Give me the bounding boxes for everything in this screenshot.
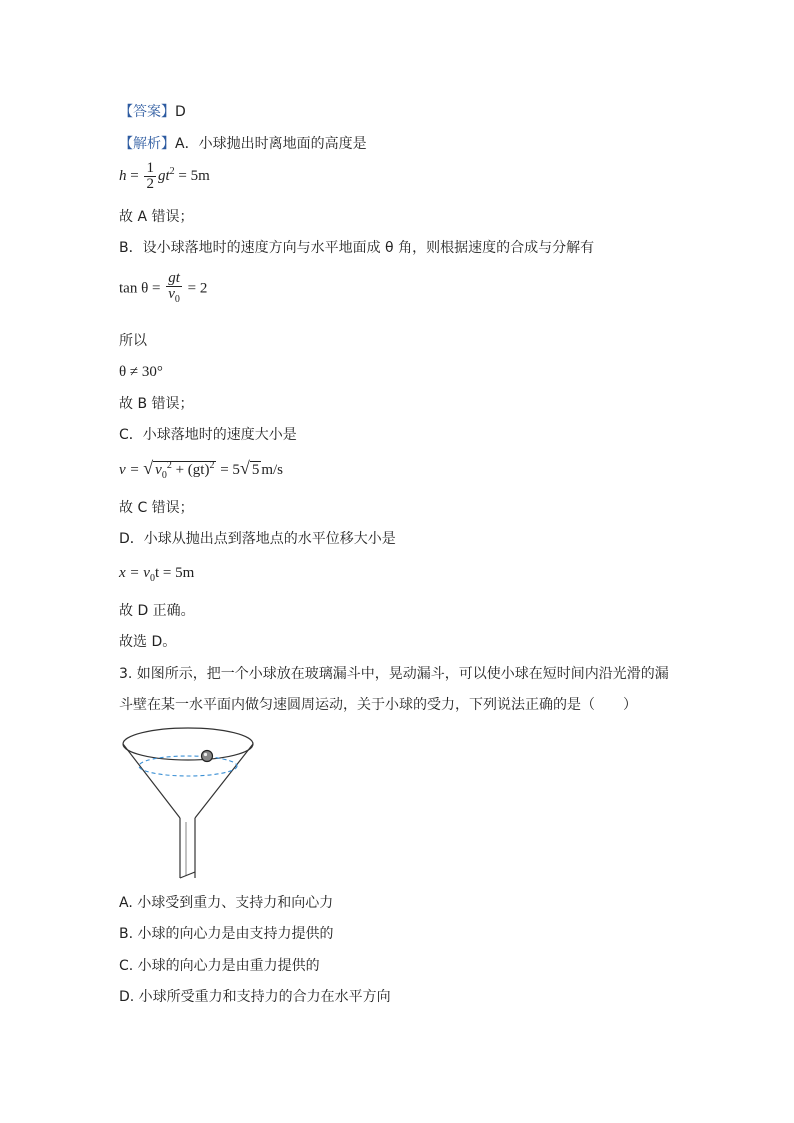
question-line-1: 3. 如图所示，把一个小球放在玻璃漏斗中，晃动漏斗，可以使小球在短时间内沿光滑的漏	[119, 666, 669, 682]
funnel-figure	[118, 726, 260, 884]
answer-value: D	[175, 104, 186, 120]
answer-label: 【答案】	[119, 104, 175, 120]
formula-tan: tan θ = $\frac{gt}{v_0}$ = 2	[119, 270, 208, 305]
formula-velocity: v = √ $v_0^2 + (gt)^2 = 5√$ 5 m/s	[119, 458, 284, 481]
option-a: A. 小球受到重力、支持力和向心力	[119, 895, 334, 911]
analysis-label: 【解析】	[119, 136, 175, 152]
analysis-a-text: A．小球抛出时离地面的高度是	[175, 136, 367, 152]
analysis-c-text: C．小球落地时的速度大小是	[119, 427, 297, 443]
so-text: 所以	[119, 333, 147, 349]
question-line-2: 斗壁在某一水平面内做匀速圆周运动，关于小球的受力，下列说法正确的是（ ）	[119, 697, 637, 713]
conclusion-d: 故 D 正确。	[119, 603, 195, 619]
formula-height: h = $\frac{1}{2}$ $gt^2 = 5m$	[119, 160, 210, 192]
option-c: C. 小球的向心力是由重力提供的	[119, 958, 320, 974]
conclusion-c: 故 C 错误；	[119, 500, 194, 516]
theta-result: θ ≠ 30°	[119, 364, 163, 380]
conclusion-b: 故 B 错误；	[119, 396, 194, 412]
analysis-b-text: B．设小球落地时的速度方向与水平地面成 θ 角，则根据速度的合成与分解有	[119, 240, 595, 256]
conclusion-a: 故 A 错误；	[119, 209, 194, 225]
option-b: B. 小球的向心力是由支持力提供的	[119, 926, 334, 942]
answer-line	[119, 102, 186, 122]
analysis-a-line	[119, 134, 367, 154]
formula-displacement: $x = v_0t = 5m$	[119, 565, 195, 584]
option-d: D. 小球所受重力和支持力的合力在水平方向	[119, 989, 391, 1005]
analysis-d-text: D．小球从抛出点到落地点的水平位移大小是	[119, 531, 396, 547]
ball-icon	[202, 751, 213, 762]
final-choice: 故选 D。	[119, 634, 177, 650]
